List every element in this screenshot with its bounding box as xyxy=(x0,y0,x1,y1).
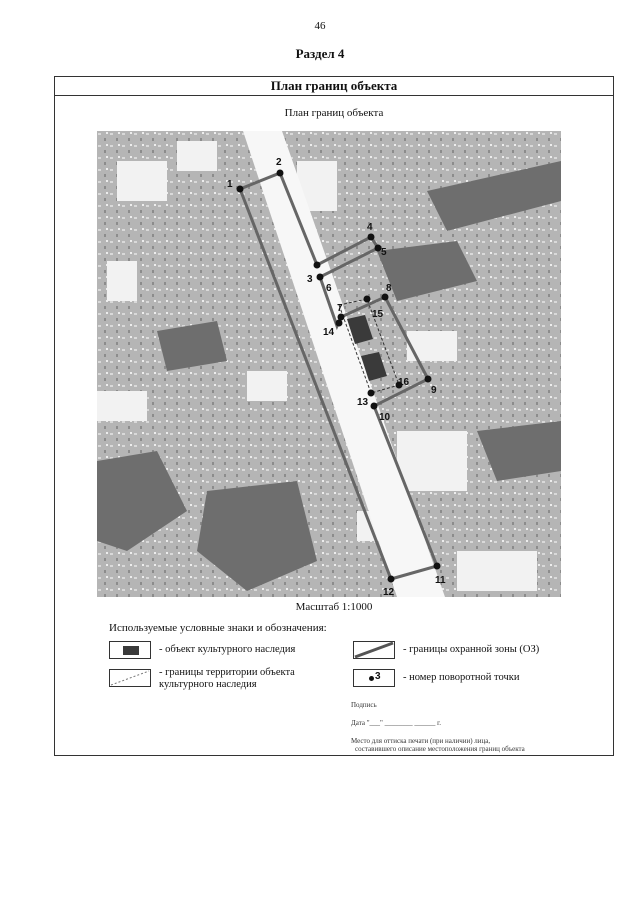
map-scale: Масштаб 1:1000 xyxy=(295,601,373,613)
seal-line-1: Место для оттиска печати (при наличии) лица, xyxy=(351,737,491,745)
point-label: 12 xyxy=(383,587,395,597)
map-svg xyxy=(97,131,561,597)
legend-zone-swatch xyxy=(353,641,395,659)
legend-zone-label: - границы охранной зоны (ОЗ) xyxy=(403,644,540,655)
section-title: Раздел 4 xyxy=(295,46,345,61)
point-label: 10 xyxy=(379,412,391,423)
point-label: 8 xyxy=(386,283,392,294)
point-label: 2 xyxy=(276,157,282,168)
aerial-map xyxy=(97,131,561,597)
point-label: 5 xyxy=(381,247,387,258)
legend-territory-label xyxy=(159,667,295,691)
point-label: 6 xyxy=(326,283,332,294)
point-label: 3 xyxy=(307,274,313,285)
point-label: 14 xyxy=(323,327,335,338)
legend-territory-line2: культурного наследия xyxy=(159,679,257,690)
legend-territory-line1: - границы территории объекта xyxy=(159,667,295,678)
point-label: 1 xyxy=(227,179,233,190)
page-number: 46 xyxy=(314,20,326,32)
plan-subtitle: План границ объекта xyxy=(284,107,384,119)
legend-object-swatch xyxy=(109,641,151,659)
point-label: 16 xyxy=(398,377,410,388)
legend-territory-swatch xyxy=(109,669,151,687)
point-label: 15 xyxy=(372,309,384,320)
signature-label: Подпись xyxy=(351,701,377,709)
frame-header: План границ объекта xyxy=(55,77,613,96)
legend-point-label: - номер поворотной точки xyxy=(403,672,520,683)
seal-line-2: составившего описание местоположения границ объекта xyxy=(355,745,525,753)
plan-frame xyxy=(54,76,614,756)
legend-object-label: - объект культурного наследия xyxy=(159,644,296,655)
point-dot-icon xyxy=(369,676,374,681)
legend-point-sample: 3 xyxy=(375,671,381,682)
legend-title: Используемые условные знаки и обозначения: xyxy=(109,622,327,634)
point-label: 11 xyxy=(435,575,446,586)
signature-date: Дата "___" ________ ______ г. xyxy=(351,719,441,727)
point-label: 9 xyxy=(431,385,437,396)
point-label: 7 xyxy=(337,303,343,314)
point-label: 4 xyxy=(367,222,373,233)
point-label: 13 xyxy=(357,397,369,408)
legend-point-swatch xyxy=(353,669,395,687)
